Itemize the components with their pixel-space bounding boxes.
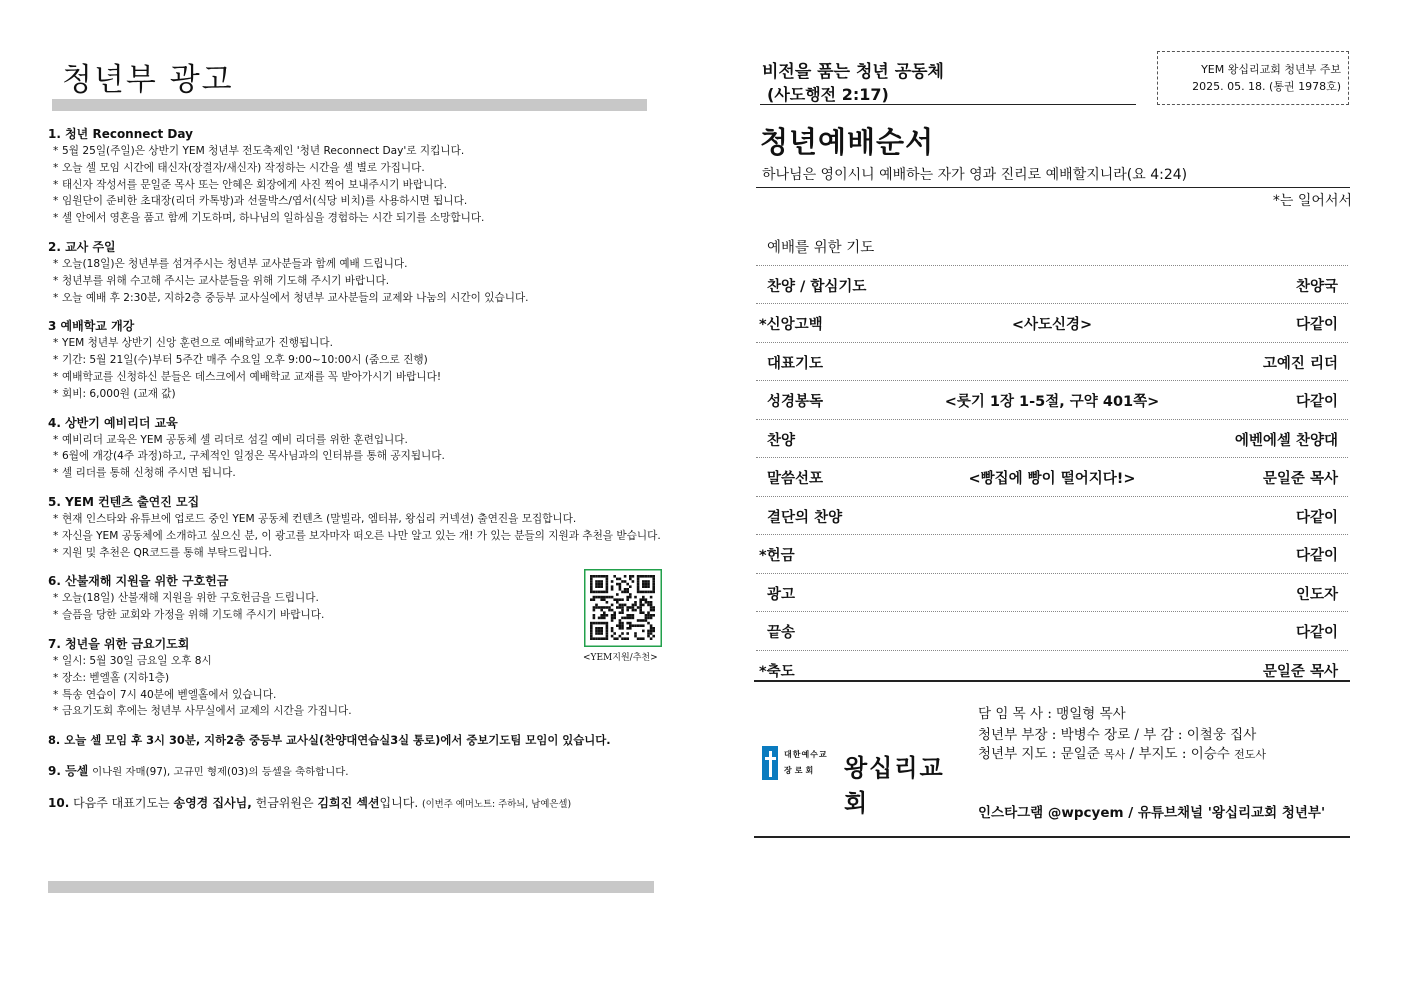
notice-bullet: * 예비리더 교육은 YEM 공동체 셀 리더로 섬길 예비 리더를 위한 훈련입니다. — [48, 432, 668, 449]
order-row — [756, 227, 1348, 266]
notice-item-9-label: 9. 등셀 — [48, 764, 89, 779]
notice-bullet: * 일시: 5월 30일 금요일 오후 8시 — [48, 653, 668, 670]
order-item-name: 끝송 — [767, 625, 796, 641]
order-item-leader: 문일준 목사 — [1262, 663, 1338, 680]
logo-denomination: 대한예수교 — [784, 749, 828, 759]
page-title: 청년부 광고 — [62, 62, 234, 98]
order-item-leader: 에벤에셀 찬양대 — [1234, 432, 1338, 449]
notice-bullet: * 셀 안에서 영혼을 품고 함께 기도하며, 하나님의 일하심을 경험하는 시간 되기를 소망합니다. — [48, 210, 668, 227]
notice-bullet: * 셀 리더를 통해 신청해 주시면 됩니다. — [48, 465, 668, 482]
notice-item — [48, 318, 668, 402]
order-item-name: 찬양 / 합심기도 — [767, 278, 867, 295]
notice-item — [48, 636, 668, 720]
notice-bullet: * 장소: 벧엘홀 (지하1층) — [48, 670, 668, 687]
bulletin-date: 2025. 05. 18. (통권 1978호) — [1192, 80, 1341, 93]
order-row — [756, 574, 1348, 613]
order-item-name: 결단의 찬양 — [767, 509, 843, 526]
social-media-info: 인스타그램 @wpcyem / 유튜브채널 '왕십리교회 청년부' — [978, 805, 1326, 821]
cross-icon — [762, 746, 778, 780]
notice-bullet: * 예배학교를 신청하신 분들은 데스크에서 예배학교 교재를 꼭 받아가시기 바랍니다! — [48, 369, 668, 386]
notice-title: 6. 산불재해 지원을 위한 구호헌금 — [48, 574, 229, 589]
bulletin-name: YEM 왕십리교회 청년부 주보 — [1201, 63, 1341, 76]
notice-item-9-text: 이나원 자매(97), 고규민 형제(03)의 등셀을 축하합니다. — [92, 766, 349, 779]
notice-title: 7. 청년을 위한 금요기도회 — [48, 636, 190, 651]
notice-bullet: * 태신자 작성서를 문일준 목사 또는 안혜은 회장에게 사진 찍어 보내주시기 바랍니다. — [48, 177, 668, 194]
notice-bullet: * 금요기도회 후에는 청년부 사무실에서 교제의 시간을 가집니다. — [48, 703, 668, 720]
order-item-leader: 인도자 — [1295, 586, 1338, 603]
qr-caption: <YEM지원/추천> — [583, 653, 658, 663]
order-item-detail: <사도신경> — [1011, 317, 1093, 333]
bottom-divider — [48, 881, 654, 893]
youth-director: 청년부 부장 : 박병수 장로 / 부 감 : 이철웅 집사 — [978, 727, 1257, 743]
order-item-leader: 다같이 — [1295, 509, 1338, 526]
title-divider — [52, 99, 647, 111]
notice-bullet: * 6월에 개강(4주 과정)하고, 구체적인 일정은 목사님과의 인터뷰를 통해 공지됩니다. — [48, 448, 668, 465]
notice-bullet: * 회비: 6,000원 (교재 값) — [48, 386, 668, 403]
notice-ending: 입니다. — [379, 796, 419, 811]
offering-label: 헌금위원은 — [255, 796, 314, 811]
order-row — [756, 381, 1348, 420]
order-row — [756, 266, 1348, 305]
notices-list — [48, 126, 668, 827]
notice-item-10 — [48, 795, 668, 813]
notice-bullet: * 슬픔을 당한 교회와 가정을 위해 기도해 주시기 바랍니다. — [48, 607, 668, 624]
next-prayer-name: 송영경 집사님, — [173, 796, 252, 811]
order-item-leader: 다같이 — [1295, 394, 1338, 410]
order-row — [756, 458, 1348, 497]
offering-team: 김희진 섹션 — [317, 796, 380, 811]
order-item-name: *헌금 — [759, 548, 795, 564]
order-bottom-divider — [754, 680, 1350, 682]
notice-bullet: * 오늘(18일) 산불재해 지원을 위한 구호헌금을 드립니다. — [48, 590, 668, 607]
notice-bullet: * 자신을 YEM 공동체에 소개하고 싶으신 분, 이 광고를 보자마자 떠오른 나만 알고 있는 개! 가 있는 분들의 지원과 추천을 받습니다. — [48, 528, 670, 545]
order-row — [756, 535, 1348, 574]
worship-order-title: 청년예배순서 — [760, 125, 935, 159]
notice-bullet: * 오늘 예배 후 2:30분, 지하2층 중등부 교사실에서 청년부 교사분들의 교제와 나눔의 시간이 있습니다. — [48, 290, 668, 307]
order-item-leader: 다같이 — [1295, 625, 1338, 641]
vision-reference: (사도행전 2:17) — [767, 85, 889, 104]
notice-title: 4. 상반기 예비리더 교육 — [48, 415, 178, 430]
order-item-leader: 다같이 — [1295, 317, 1338, 333]
youth-leaders — [978, 742, 1266, 762]
notice-item — [48, 239, 668, 306]
order-row — [756, 497, 1348, 536]
order-item-name: 예배를 위한 기도 — [767, 240, 875, 256]
notice-title: 2. 교사 주일 — [48, 239, 116, 254]
notice-item — [48, 494, 668, 561]
notice-item — [48, 126, 668, 227]
verse-divider — [756, 187, 1350, 188]
notice-item-8: 8. 오늘 셀 모임 후 3시 30분, 지하2층 중등부 교사실(찬양대연습실3실 통로)에서 중보기도팀 모임이 있습니다. — [48, 733, 611, 748]
notice-bullet: * YEM 청년부 상반기 신앙 훈련으로 예배학교가 진행됩니다. — [48, 335, 668, 352]
worship-order-list — [756, 227, 1348, 688]
note-team: (이번주 예머노트: 주하늬, 남예은셀) — [421, 799, 572, 811]
notice-title: 1. 청년 Reconnect Day — [48, 127, 193, 141]
order-row — [756, 612, 1348, 651]
order-item-name: 말씀선포 — [767, 471, 824, 487]
church-logo — [762, 746, 958, 817]
order-item-name: 대표기도 — [767, 355, 824, 372]
notice-bullet: * 오늘 셀 모임 시간에 태신자(장결자/새신자) 작정하는 시간을 셀 별로 가집니다. — [48, 160, 668, 177]
logo-church-name: 왕십리교회 — [844, 753, 945, 817]
scripture-verse: 하나님은 영이시니 예배하는 자가 영과 진리로 예배할지니라(요 4:24) — [762, 167, 1188, 183]
notice-bullet: * 특송 연습이 7시 40분에 벧엘홀에서 있습니다. — [48, 687, 668, 704]
footer-divider — [754, 836, 1350, 838]
notice-title: 5. YEM 컨텐츠 출연진 모집 — [48, 494, 200, 509]
next-prayer-label: 다음주 대표기도는 — [73, 796, 170, 811]
order-item-name: 성경봉독 — [767, 394, 824, 410]
youth-leader-title: 목사 — [1104, 748, 1126, 761]
vision-underline — [760, 104, 1136, 105]
stand-note: *는 일어서서 — [1272, 193, 1352, 209]
order-row — [756, 343, 1348, 382]
notice-bullet: * 기간: 5월 21일(수)부터 5주간 매주 수요일 오후 9:00~10:00시 (줌으로 진행) — [48, 352, 668, 369]
qr-code-icon[interactable] — [584, 569, 662, 647]
order-item-name: 찬양 — [767, 432, 796, 449]
order-item-detail: <룻기 1장 1-5절, 구약 401쪽> — [944, 394, 1160, 410]
notice-item — [48, 573, 668, 624]
order-item-leader: 찬양국 — [1295, 278, 1338, 295]
notice-title: 3 예배학교 개강 — [48, 319, 135, 334]
notice-bullet: * 현재 인스타와 유튜브에 업로드 중인 YEM 공동체 컨텐츠 (말빌라, 엠터뷰, 왕십리 커넥션) 출연진을 모집합니다. — [48, 511, 670, 528]
notice-bullet: * 청년부를 위해 수고해 주시는 교사분들을 위해 기도해 주시기 바랍니다. — [48, 273, 668, 290]
notice-item-10-label: 10. — [48, 796, 70, 811]
assistant-leader-name: / 부지도 : 이승수 — [1129, 746, 1230, 762]
senior-pastor: 담 임 목 사 : 맹일형 목사 — [978, 706, 1126, 722]
order-item-leader: 고예진 리더 — [1262, 355, 1338, 372]
notice-item-9 — [48, 763, 668, 781]
order-item-leader: 문일준 목사 — [1262, 471, 1338, 487]
order-item-detail: <빵집에 빵이 떨어지다!> — [968, 471, 1136, 487]
order-item-leader: 다같이 — [1295, 548, 1338, 564]
notice-bullet: * 지원 및 추천은 QR코드를 통해 부탁드립니다. — [48, 545, 670, 562]
logo-presbyterian: 장로회 — [784, 765, 817, 775]
order-item-name: *축도 — [759, 663, 795, 680]
order-item-name: 광고 — [767, 586, 796, 603]
notice-bullet: * 5월 25일(주일)은 상반기 YEM 청년부 전도축제인 '청년 Reconnect Day'로 지킵니다. — [48, 143, 668, 160]
order-item-name: *신앙고백 — [759, 317, 823, 333]
notice-bullet: * 오늘(18일)은 청년부를 섬겨주시는 청년부 교사분들과 함께 예배 드립니다. — [48, 256, 668, 273]
order-row — [756, 651, 1348, 689]
order-row — [756, 420, 1348, 459]
order-row — [756, 304, 1348, 343]
assistant-leader-title: 전도사 — [1234, 748, 1267, 761]
youth-leader-name: 청년부 지도 : 문일준 — [978, 746, 1100, 762]
vision-title: 비전을 품는 청년 공동체 — [762, 62, 944, 82]
notice-item — [48, 415, 668, 482]
notice-bullet: * 임원단이 준비한 초대장(리더 카톡방)과 선물박스/엽서(식당 비치)를 사용하시면 됩니다. — [48, 193, 668, 210]
